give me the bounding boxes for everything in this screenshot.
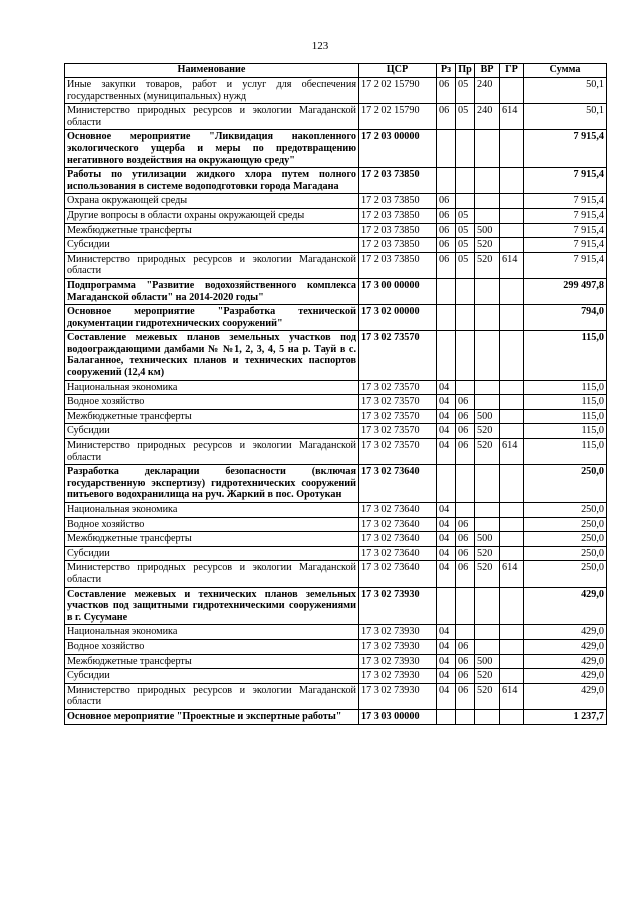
cell-vr	[475, 503, 500, 518]
cell-sum: 429,0	[524, 587, 607, 625]
cell-name: Иные закупки товаров, работ и услуг для обеспечения государственных (муниципальных) нужд	[65, 78, 359, 104]
cell-csr: 17 3 02 73570	[359, 409, 437, 424]
cell-gr	[500, 587, 524, 625]
cell-rz: 04	[437, 546, 456, 561]
cell-gr	[500, 78, 524, 104]
table-row	[65, 252, 607, 278]
cell-rz: 04	[437, 439, 456, 465]
cell-name: Министерство природных ресурсов и экологии Магаданской области	[65, 683, 359, 709]
cell-vr	[475, 331, 500, 380]
cell-name: Министерство природных ресурсов и экологии Магаданской области	[65, 561, 359, 587]
cell-pr: 06	[456, 409, 475, 424]
cell-pr	[456, 305, 475, 331]
cell-pr	[456, 380, 475, 395]
cell-rz	[437, 587, 456, 625]
cell-sum: 250,0	[524, 561, 607, 587]
cell-gr: 614	[500, 439, 524, 465]
cell-gr	[500, 409, 524, 424]
cell-vr: 520	[475, 424, 500, 439]
cell-pr: 06	[456, 683, 475, 709]
cell-name: Министерство природных ресурсов и экологии Магаданской области	[65, 439, 359, 465]
cell-vr	[475, 587, 500, 625]
cell-rz: 04	[437, 395, 456, 410]
cell-sum: 7 915,4	[524, 238, 607, 253]
cell-name: Министерство природных ресурсов и экологии Магаданской области	[65, 252, 359, 278]
cell-gr	[500, 238, 524, 253]
cell-vr: 520	[475, 546, 500, 561]
table-body	[65, 78, 607, 725]
table-row	[65, 78, 607, 104]
cell-vr	[475, 278, 500, 304]
cell-sum: 115,0	[524, 380, 607, 395]
cell-pr	[456, 709, 475, 724]
cell-sum: 299 497,8	[524, 278, 607, 304]
cell-pr	[456, 465, 475, 503]
cell-rz: 04	[437, 503, 456, 518]
cell-name: Охрана окружающей среды	[65, 194, 359, 209]
cell-rz: 06	[437, 78, 456, 104]
cell-gr: 614	[500, 683, 524, 709]
cell-name: Национальная экономика	[65, 380, 359, 395]
cell-csr: 17 3 02 73570	[359, 331, 437, 380]
cell-csr: 17 3 02 73640	[359, 546, 437, 561]
cell-gr	[500, 503, 524, 518]
table-row	[65, 465, 607, 503]
header-sum: Сумма	[524, 64, 607, 78]
cell-csr: 17 3 02 73930	[359, 625, 437, 640]
cell-name: Национальная экономика	[65, 625, 359, 640]
cell-pr: 06	[456, 561, 475, 587]
table-row	[65, 395, 607, 410]
cell-pr: 06	[456, 439, 475, 465]
cell-csr: 17 2 03 73850	[359, 208, 437, 223]
cell-vr	[475, 380, 500, 395]
table-row	[65, 532, 607, 547]
cell-sum: 7 915,4	[524, 223, 607, 238]
cell-csr: 17 3 03 00000	[359, 709, 437, 724]
table-row	[65, 380, 607, 395]
cell-pr: 06	[456, 639, 475, 654]
cell-vr: 520	[475, 439, 500, 465]
cell-vr	[475, 194, 500, 209]
cell-rz: 04	[437, 424, 456, 439]
cell-sum: 429,0	[524, 625, 607, 640]
cell-name: Подпрограмма "Развитие водохозяйственного комплекса Магаданской области" на 2014-2020 годы"	[65, 278, 359, 304]
table-header-row	[65, 64, 607, 78]
cell-csr: 17 3 02 73570	[359, 424, 437, 439]
cell-sum: 794,0	[524, 305, 607, 331]
cell-vr	[475, 395, 500, 410]
cell-vr: 500	[475, 223, 500, 238]
cell-vr	[475, 168, 500, 194]
cell-csr: 17 3 02 73930	[359, 683, 437, 709]
table-row	[65, 546, 607, 561]
table-row	[65, 208, 607, 223]
cell-rz: 04	[437, 409, 456, 424]
cell-pr	[456, 625, 475, 640]
cell-rz	[437, 168, 456, 194]
cell-rz: 06	[437, 194, 456, 209]
cell-name: Водное хозяйство	[65, 395, 359, 410]
cell-csr: 17 2 03 73850	[359, 223, 437, 238]
cell-name: Основное мероприятие "Ликвидация накопленного экологического ущерба и меры по предотвращению негативного воздействия на окружающую среду"	[65, 130, 359, 168]
cell-gr: 614	[500, 252, 524, 278]
cell-csr: 17 3 02 73640	[359, 503, 437, 518]
cell-csr: 17 3 02 73640	[359, 561, 437, 587]
cell-gr	[500, 278, 524, 304]
cell-pr	[456, 168, 475, 194]
cell-vr: 520	[475, 252, 500, 278]
cell-csr: 17 3 02 73930	[359, 669, 437, 684]
table-row	[65, 439, 607, 465]
cell-rz: 06	[437, 208, 456, 223]
cell-rz	[437, 278, 456, 304]
cell-sum: 429,0	[524, 654, 607, 669]
cell-gr	[500, 654, 524, 669]
header-name: Наименование	[65, 64, 359, 78]
cell-gr	[500, 395, 524, 410]
table-row	[65, 130, 607, 168]
cell-gr	[500, 223, 524, 238]
cell-gr	[500, 130, 524, 168]
cell-rz: 06	[437, 223, 456, 238]
cell-vr: 500	[475, 409, 500, 424]
cell-rz: 06	[437, 252, 456, 278]
cell-sum: 250,0	[524, 465, 607, 503]
cell-csr: 17 3 02 73640	[359, 517, 437, 532]
cell-csr: 17 3 02 73570	[359, 395, 437, 410]
cell-sum: 7 915,4	[524, 252, 607, 278]
cell-pr: 06	[456, 532, 475, 547]
cell-sum: 115,0	[524, 395, 607, 410]
cell-gr	[500, 305, 524, 331]
cell-csr: 17 3 02 73570	[359, 380, 437, 395]
cell-vr: 240	[475, 104, 500, 130]
table-row	[65, 639, 607, 654]
cell-vr	[475, 465, 500, 503]
cell-vr	[475, 625, 500, 640]
table-row	[65, 278, 607, 304]
cell-gr: 614	[500, 561, 524, 587]
cell-name: Водное хозяйство	[65, 639, 359, 654]
table-row	[65, 331, 607, 380]
cell-rz: 04	[437, 654, 456, 669]
cell-sum: 50,1	[524, 104, 607, 130]
table-row	[65, 194, 607, 209]
cell-sum: 115,0	[524, 424, 607, 439]
cell-gr	[500, 168, 524, 194]
cell-sum: 7 915,4	[524, 208, 607, 223]
cell-name: Другие вопросы в области охраны окружающей среды	[65, 208, 359, 223]
table-row	[65, 654, 607, 669]
cell-csr: 17 3 02 73930	[359, 639, 437, 654]
cell-csr: 17 2 03 73850	[359, 252, 437, 278]
table-row	[65, 424, 607, 439]
cell-sum: 7 915,4	[524, 168, 607, 194]
cell-vr: 520	[475, 561, 500, 587]
cell-pr	[456, 331, 475, 380]
header-rz: Рз	[437, 64, 456, 78]
cell-gr	[500, 465, 524, 503]
table-row	[65, 503, 607, 518]
header-csr: ЦСР	[359, 64, 437, 78]
cell-rz: 04	[437, 625, 456, 640]
cell-vr: 500	[475, 654, 500, 669]
cell-csr: 17 2 03 73850	[359, 238, 437, 253]
cell-gr	[500, 517, 524, 532]
cell-name: Разработка декларации безопасности (включая государственную экспертизу) гидротехнических сооружений питьевого водохранилища на руч. Жаркий в пос. Оротукан	[65, 465, 359, 503]
table-row	[65, 517, 607, 532]
cell-rz: 04	[437, 517, 456, 532]
cell-gr	[500, 625, 524, 640]
cell-gr	[500, 331, 524, 380]
cell-pr	[456, 278, 475, 304]
cell-name: Основное мероприятие "Разработка технической документации гидротехнических сооружений"	[65, 305, 359, 331]
cell-name: Водное хозяйство	[65, 517, 359, 532]
cell-rz: 04	[437, 683, 456, 709]
cell-gr	[500, 532, 524, 547]
cell-rz	[437, 130, 456, 168]
cell-vr: 520	[475, 683, 500, 709]
cell-csr: 17 2 02 15790	[359, 104, 437, 130]
table-row	[65, 669, 607, 684]
header-vr: ВР	[475, 64, 500, 78]
cell-pr: 05	[456, 238, 475, 253]
cell-csr: 17 3 02 73640	[359, 532, 437, 547]
cell-pr	[456, 130, 475, 168]
cell-name: Межбюджетные трансферты	[65, 409, 359, 424]
cell-rz: 06	[437, 238, 456, 253]
cell-sum: 250,0	[524, 503, 607, 518]
cell-pr	[456, 194, 475, 209]
cell-vr: 240	[475, 78, 500, 104]
cell-csr: 17 3 02 73930	[359, 587, 437, 625]
cell-vr	[475, 208, 500, 223]
cell-sum: 115,0	[524, 439, 607, 465]
table-row	[65, 104, 607, 130]
cell-csr: 17 2 03 73850	[359, 194, 437, 209]
cell-csr: 17 3 00 00000	[359, 278, 437, 304]
cell-pr: 05	[456, 252, 475, 278]
cell-csr: 17 3 02 73570	[359, 439, 437, 465]
cell-sum: 250,0	[524, 517, 607, 532]
cell-rz: 04	[437, 532, 456, 547]
cell-pr: 06	[456, 395, 475, 410]
cell-csr: 17 2 02 15790	[359, 78, 437, 104]
cell-name: Составление межевых и технических планов земельных участков под защитными гидротехническими сооружениями в г. Сусумане	[65, 587, 359, 625]
cell-name: Субсидии	[65, 238, 359, 253]
cell-sum: 250,0	[524, 546, 607, 561]
cell-rz	[437, 709, 456, 724]
cell-sum: 429,0	[524, 669, 607, 684]
table-row	[65, 709, 607, 724]
cell-pr: 05	[456, 104, 475, 130]
cell-gr	[500, 208, 524, 223]
cell-pr	[456, 503, 475, 518]
cell-rz: 06	[437, 104, 456, 130]
header-pr: Пр	[456, 64, 475, 78]
cell-vr	[475, 709, 500, 724]
cell-vr: 520	[475, 669, 500, 684]
cell-name: Национальная экономика	[65, 503, 359, 518]
cell-rz	[437, 305, 456, 331]
cell-pr: 05	[456, 223, 475, 238]
cell-sum: 429,0	[524, 683, 607, 709]
cell-csr: 17 2 03 00000	[359, 130, 437, 168]
page-number: 123	[311, 40, 329, 52]
cell-vr	[475, 517, 500, 532]
cell-gr	[500, 546, 524, 561]
cell-sum: 50,1	[524, 78, 607, 104]
table-row	[65, 305, 607, 331]
cell-rz: 04	[437, 639, 456, 654]
cell-csr: 17 3 02 00000	[359, 305, 437, 331]
cell-name: Работы по утилизации жидкого хлора путем полного использования в системе водоподготовки города Магадана	[65, 168, 359, 194]
cell-gr	[500, 424, 524, 439]
cell-rz	[437, 331, 456, 380]
cell-pr: 06	[456, 424, 475, 439]
cell-pr	[456, 587, 475, 625]
table-row	[65, 683, 607, 709]
cell-gr	[500, 639, 524, 654]
cell-sum: 7 915,4	[524, 130, 607, 168]
table-row	[65, 168, 607, 194]
header-gr: ГР	[500, 64, 524, 78]
cell-gr	[500, 194, 524, 209]
table-row	[65, 625, 607, 640]
cell-name: Межбюджетные трансферты	[65, 223, 359, 238]
cell-csr: 17 2 03 73850	[359, 168, 437, 194]
cell-vr: 500	[475, 532, 500, 547]
cell-pr: 06	[456, 517, 475, 532]
cell-gr	[500, 380, 524, 395]
cell-csr: 17 3 02 73930	[359, 654, 437, 669]
cell-sum: 429,0	[524, 639, 607, 654]
cell-rz: 04	[437, 380, 456, 395]
cell-gr: 614	[500, 104, 524, 130]
cell-vr: 520	[475, 238, 500, 253]
table-row	[65, 238, 607, 253]
cell-vr	[475, 639, 500, 654]
cell-name: Субсидии	[65, 669, 359, 684]
cell-name: Составление межевых планов земельных участков под водоограждающими дамбами № №1, 2, 3, 4, 5 на р. Тауй в с. Балаганное, технических планов и технических паспортов сооружений (12,4 км)	[65, 331, 359, 380]
table-row	[65, 223, 607, 238]
cell-sum: 1 237,7	[524, 709, 607, 724]
cell-pr: 06	[456, 669, 475, 684]
table-row	[65, 561, 607, 587]
table-row	[65, 587, 607, 625]
cell-sum: 115,0	[524, 409, 607, 424]
cell-name: Основное мероприятие "Проектные и экспертные работы"	[65, 709, 359, 724]
cell-sum: 7 915,4	[524, 194, 607, 209]
cell-name: Межбюджетные трансферты	[65, 654, 359, 669]
cell-pr: 05	[456, 208, 475, 223]
cell-name: Субсидии	[65, 424, 359, 439]
cell-gr	[500, 709, 524, 724]
cell-pr: 06	[456, 546, 475, 561]
cell-csr: 17 3 02 73640	[359, 465, 437, 503]
cell-rz	[437, 465, 456, 503]
budget-table	[64, 63, 607, 725]
cell-gr	[500, 669, 524, 684]
cell-vr	[475, 130, 500, 168]
cell-vr	[475, 305, 500, 331]
cell-rz: 04	[437, 561, 456, 587]
cell-name: Субсидии	[65, 546, 359, 561]
cell-name: Министерство природных ресурсов и экологии Магаданской области	[65, 104, 359, 130]
cell-rz: 04	[437, 669, 456, 684]
cell-pr: 05	[456, 78, 475, 104]
table-row	[65, 409, 607, 424]
cell-sum: 250,0	[524, 532, 607, 547]
cell-name: Межбюджетные трансферты	[65, 532, 359, 547]
cell-sum: 115,0	[524, 331, 607, 380]
cell-pr: 06	[456, 654, 475, 669]
